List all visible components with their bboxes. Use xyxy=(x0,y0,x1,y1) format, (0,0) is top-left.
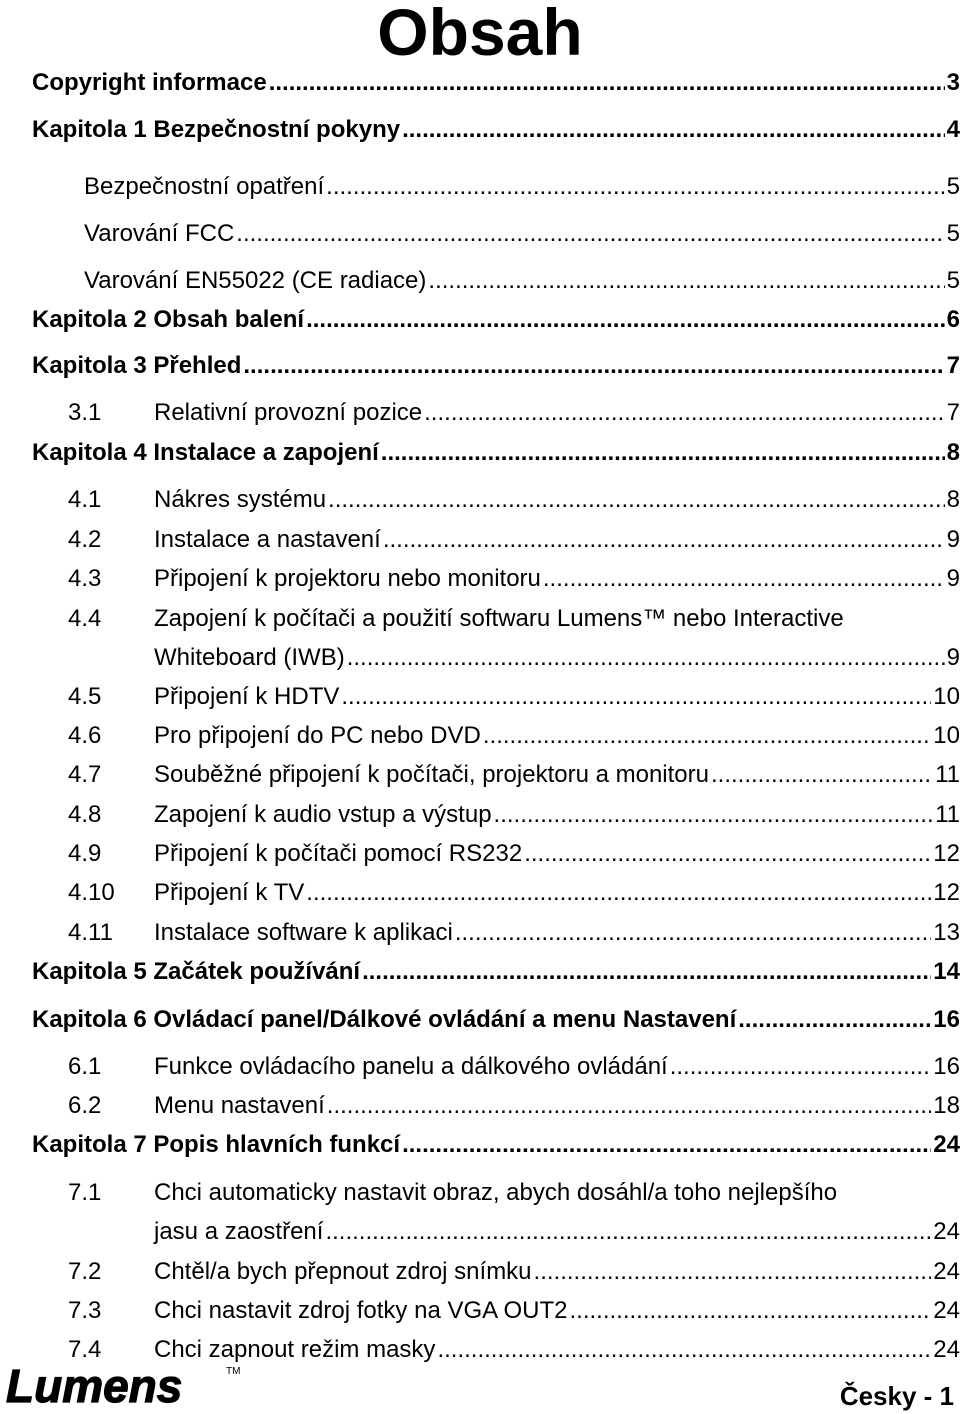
toc-entry-number: 7.4 xyxy=(68,1336,102,1363)
toc-entry-title-first-line: Chci automaticky nastavit obraz, abych dosáhl/a toho nejlepšího xyxy=(154,1179,838,1206)
toc-leader-dots xyxy=(347,643,945,673)
toc-leader-dots xyxy=(325,1217,931,1247)
toc-entry-page: 7 xyxy=(946,399,960,426)
toc-entry-title: Funkce ovládacího panelu a dálkového ovládání xyxy=(154,1053,668,1080)
toc-entry-title: Zapojení k audio vstup a výstup xyxy=(154,801,492,828)
toc-entry-number: 7.3 xyxy=(68,1297,102,1324)
lumens-logo-image xyxy=(4,1360,244,1408)
toc-leader-dots xyxy=(381,438,945,468)
toc-entry-title: Kapitola 3 Přehled xyxy=(32,352,242,379)
toc-entry-page: 9 xyxy=(946,644,960,671)
toc-entry-chapter-2[interactable] xyxy=(32,305,960,335)
toc-entry-title: Připojení k HDTV xyxy=(154,683,340,710)
toc-entry-number: 6.2 xyxy=(68,1092,102,1119)
toc-entry-title: Připojení k projektoru nebo monitoru xyxy=(154,565,541,592)
toc-entry-3-1[interactable] xyxy=(68,398,960,428)
toc-entry-page: 6 xyxy=(946,306,960,333)
toc-entry-6-2[interactable] xyxy=(68,1091,960,1121)
toc-entry-title: Připojení k počítači pomocí RS232 xyxy=(154,840,523,867)
toc-entry-number: 4.6 xyxy=(68,722,102,749)
toc-entry-page: 24 xyxy=(933,1218,960,1245)
toc-leader-dots xyxy=(243,351,944,381)
toc-leader-dots xyxy=(428,266,944,296)
toc-entry-chapter-5[interactable] xyxy=(32,957,960,987)
toc-entry-title: Whiteboard (IWB) xyxy=(154,644,345,671)
toc-leader-dots xyxy=(341,682,931,712)
toc-entry-number: 4.5 xyxy=(68,683,102,710)
toc-entry-7-1[interactable] xyxy=(154,1217,960,1247)
toc-entry-title: Copyright informace xyxy=(32,69,267,96)
toc-entry-title: Pro připojení do PC nebo DVD xyxy=(154,722,481,749)
toc-entry-copyright[interactable] xyxy=(32,68,960,98)
toc-leader-dots xyxy=(738,1005,931,1035)
toc-entry-en55022-warning[interactable] xyxy=(84,266,960,296)
toc-entry-4-6[interactable] xyxy=(68,721,960,751)
toc-entry-page: 10 xyxy=(933,722,960,749)
toc-entry-page: 8 xyxy=(946,486,960,513)
toc-entry-title: Chci zapnout režim masky xyxy=(154,1336,436,1363)
toc-entry-4-2[interactable] xyxy=(68,525,960,555)
toc-leader-dots xyxy=(402,1130,931,1160)
toc-leader-dots xyxy=(362,957,931,987)
toc-entry-title: Nákres systému xyxy=(154,486,327,513)
footer-page-number: Česky - 1 xyxy=(839,1381,954,1411)
toc-entry-7-1-first-line[interactable] xyxy=(68,1178,837,1208)
toc-entry-title: Chci nastavit zdroj fotky na VGA OUT2 xyxy=(154,1297,568,1324)
toc-entry-title: Bezpečnostní opatření xyxy=(84,173,325,200)
toc-entry-title: jasu a zaostření xyxy=(154,1218,324,1245)
toc-entry-title: Kapitola 6 Ovládací panel/Dálkové ovládání a menu Nastavení xyxy=(32,1006,737,1033)
toc-entry-4-1[interactable] xyxy=(68,485,960,515)
toc-entry-page: 11 xyxy=(935,761,960,788)
toc-entry-4-4-first-line[interactable] xyxy=(68,604,844,634)
toc-entry-title: Kapitola 2 Obsah balení xyxy=(32,306,305,333)
toc-entry-fcc-warning[interactable] xyxy=(84,219,960,249)
toc-leader-dots xyxy=(711,760,933,790)
toc-leader-dots xyxy=(328,485,945,515)
toc-entry-4-5[interactable] xyxy=(68,682,960,712)
toc-entry-page: 12 xyxy=(933,879,960,906)
toc-entry-page: 4 xyxy=(946,116,960,143)
toc-entry-page: 13 xyxy=(933,919,960,946)
toc-entry-page: 5 xyxy=(946,173,960,200)
toc-entry-4-7[interactable] xyxy=(68,760,960,790)
toc-entry-number: 4.9 xyxy=(68,840,102,867)
toc-leader-dots xyxy=(455,918,931,948)
toc-leader-dots xyxy=(306,878,931,908)
toc-entry-title: Kapitola 7 Popis hlavních funkcí xyxy=(32,1131,401,1158)
toc-entry-title: Chtěl/a bych přepnout zdroj snímku xyxy=(154,1258,532,1285)
toc-leader-dots xyxy=(543,564,945,594)
toc-entry-title: Varování EN55022 (CE radiace) xyxy=(84,267,427,294)
toc-entry-safety-precautions[interactable] xyxy=(84,172,960,202)
toc-entry-title: Varování FCC xyxy=(84,220,235,247)
toc-leader-dots xyxy=(570,1296,932,1326)
toc-entry-page: 24 xyxy=(933,1258,960,1285)
lumens-logo xyxy=(4,1360,244,1413)
toc-entry-number: 6.1 xyxy=(68,1053,102,1080)
toc-entry-number: 4.3 xyxy=(68,565,102,592)
lumens-logo-trademark: TM xyxy=(226,1366,241,1377)
toc-leader-dots xyxy=(483,721,931,751)
toc-leader-dots xyxy=(424,398,945,428)
toc-leader-dots xyxy=(236,219,944,249)
toc-leader-dots xyxy=(306,305,945,335)
toc-leader-dots xyxy=(524,839,931,869)
toc-entry-number: 4.11 xyxy=(68,919,113,946)
toc-entry-number: 4.2 xyxy=(68,526,102,553)
toc-entry-chapter-1[interactable] xyxy=(32,115,960,145)
toc-entry-page: 14 xyxy=(933,958,960,985)
toc-leader-dots xyxy=(494,800,934,830)
toc-entry-page: 24 xyxy=(933,1336,960,1363)
toc-entry-title: Instalace a nastavení xyxy=(154,526,381,553)
toc-entry-title: Instalace software k aplikaci xyxy=(154,919,453,946)
toc-entry-number: 4.1 xyxy=(68,486,102,513)
toc-entry-number: 4.7 xyxy=(68,761,102,788)
toc-entry-6-1[interactable] xyxy=(68,1052,960,1082)
toc-entry-title-first-line: Zapojení k počítači a použití softwaru Lumens™ nebo Interactive xyxy=(154,605,844,632)
toc-entry-title: Relativní provozní pozice xyxy=(154,399,423,426)
toc-entry-page: 9 xyxy=(946,526,960,553)
toc-entry-4-4[interactable] xyxy=(154,643,960,673)
toc-leader-dots xyxy=(383,525,945,555)
toc-entry-title: Kapitola 4 Instalace a zapojení xyxy=(32,439,379,466)
toc-leader-dots xyxy=(670,1052,932,1082)
toc-entry-page: 7 xyxy=(946,352,960,379)
toc-leader-dots xyxy=(326,172,944,202)
toc-entry-page: 8 xyxy=(946,439,960,466)
toc-entry-number: 3.1 xyxy=(68,399,102,426)
toc-leader-dots xyxy=(437,1335,931,1365)
toc-entry-page: 11 xyxy=(935,801,960,828)
page-title: Obsah xyxy=(377,0,583,69)
toc-entry-number: 7.1 xyxy=(68,1179,102,1206)
toc-entry-chapter-3[interactable] xyxy=(32,351,960,381)
toc-entry-title: Menu nastavení xyxy=(154,1092,325,1119)
toc-entry-page: 9 xyxy=(946,565,960,592)
toc-entry-page: 10 xyxy=(933,683,960,710)
toc-entry-number: 7.2 xyxy=(68,1258,102,1285)
toc-entry-title: Kapitola 5 Začátek používání xyxy=(32,958,361,985)
toc-entry-page: 5 xyxy=(946,267,960,294)
toc-entry-chapter-7[interactable] xyxy=(32,1130,960,1160)
toc-leader-dots xyxy=(327,1091,932,1121)
toc-entry-page: 16 xyxy=(933,1053,960,1080)
toc-entry-chapter-6[interactable] xyxy=(32,1005,960,1035)
toc-entry-page: 3 xyxy=(946,69,960,96)
toc-entry-page: 16 xyxy=(933,1006,960,1033)
toc-entry-number: 4.10 xyxy=(68,879,115,906)
toc-entry-title: Souběžné připojení k počítači, projektoru a monitoru xyxy=(154,761,709,788)
toc-entry-title: Připojení k TV xyxy=(154,879,305,906)
toc-leader-dots xyxy=(402,115,945,145)
toc-entry-4-9[interactable] xyxy=(68,839,960,869)
toc-entry-7-3[interactable] xyxy=(68,1296,960,1326)
toc-entry-4-3[interactable] xyxy=(68,564,960,594)
toc-entry-7-2[interactable] xyxy=(68,1257,960,1287)
toc-leader-dots xyxy=(534,1257,932,1287)
toc-entry-page: 18 xyxy=(933,1092,960,1119)
toc-entry-page: 5 xyxy=(946,220,960,247)
toc-entry-number: 4.8 xyxy=(68,801,102,828)
toc-entry-page: 24 xyxy=(933,1297,960,1324)
toc-leader-dots xyxy=(269,68,945,98)
toc-entry-4-10[interactable] xyxy=(68,878,960,908)
toc-entry-chapter-4[interactable] xyxy=(32,438,960,468)
toc-entry-4-11[interactable] xyxy=(68,918,960,948)
toc-entry-page: 12 xyxy=(933,840,960,867)
toc-entry-number: 4.4 xyxy=(68,605,102,632)
toc-entry-page: 24 xyxy=(933,1131,960,1158)
toc-entry-4-8[interactable] xyxy=(68,800,960,830)
toc-entry-title: Kapitola 1 Bezpečnostní pokyny xyxy=(32,116,401,143)
lumens-logo-wordmark: Lumens xyxy=(6,1360,183,1408)
